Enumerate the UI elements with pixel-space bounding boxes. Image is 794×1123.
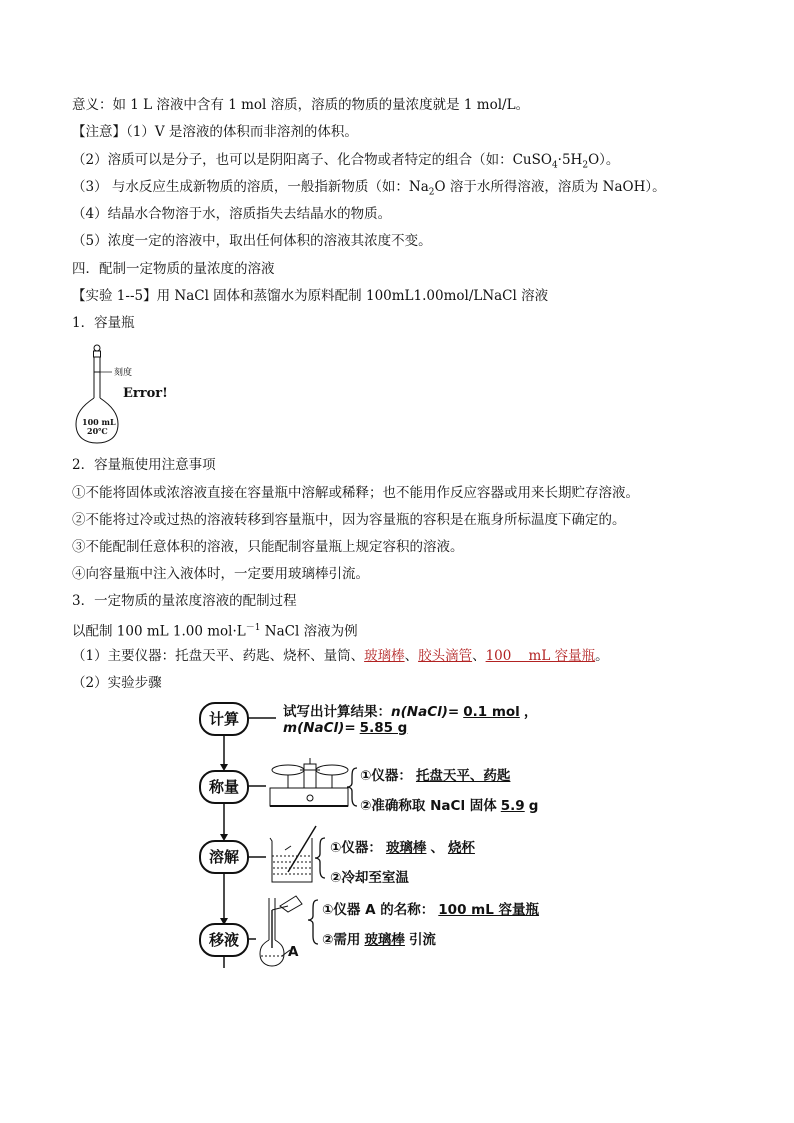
note-line-5: （5）浓度一定的溶液中，取出任何体积的溶液其浓度不变。: [72, 233, 432, 249]
transfer-item-2: [322, 928, 436, 948]
answer-flask-name: 100 mL 容量瓶: [438, 902, 540, 918]
text-part: n(NaCl)=: [391, 704, 460, 720]
dissolve-item-1: [330, 836, 479, 856]
answer-mass: 5.85 g: [359, 720, 408, 736]
dissolve-item-2: ②冷却至室温: [330, 870, 409, 886]
answer-glass-rod: 玻璃棒: [364, 648, 405, 664]
answer-moles: 0.1 mol: [463, 704, 520, 720]
text-part: ·5H: [557, 152, 583, 168]
text-part: ①仪器：: [360, 768, 412, 784]
answer-glass-rod: 玻璃棒: [385, 840, 427, 856]
subheading-volumetric-flask: 1．容量瓶: [72, 315, 135, 331]
note-line-2: [72, 151, 619, 175]
transfer-item-1: [322, 898, 543, 918]
note-line-4: （4）结晶水合物溶于水，溶质指失去结晶水的物质。: [72, 206, 392, 222]
text-part: ②需用: [322, 932, 361, 948]
text-part: ，: [523, 704, 538, 720]
step-dissolve: 溶解: [199, 840, 249, 874]
precaution-3: ③不能配制任意体积的溶液，只能配制容量瓶上规定容积的溶液。: [72, 539, 464, 555]
experiment-steps-heading: （2）实验步骤: [72, 675, 162, 691]
flask-label-a: A: [288, 944, 299, 960]
text-part: g: [528, 798, 539, 814]
text-part: 。: [595, 648, 609, 664]
main-instruments: [72, 647, 609, 665]
step-weigh: 称量: [199, 770, 249, 804]
subscript: 2: [582, 160, 589, 171]
text-part: m(NaCl)=: [283, 720, 356, 736]
flask-mark-label: 刻度: [114, 368, 133, 378]
flask-temp-label: 20℃: [87, 426, 108, 436]
precaution-2: ②不能将过冷或过热的溶液转移到容量瓶中，因为容量瓶的容积是在瓶身所标温度下确定的。: [72, 512, 626, 528]
text-part: ①仪器：: [330, 840, 382, 856]
superscript: －1: [245, 623, 261, 633]
answer-weigh-instruments: 托盘天平、药匙: [415, 768, 511, 784]
text-part: 、: [404, 648, 419, 664]
text-part: 试写出计算结果：: [283, 704, 391, 720]
meaning-line: 意义：如 1 L 溶液中含有 1 mol 溶质，溶质的物质的量浓度就是 1 mol/L。: [72, 97, 530, 113]
section-heading-4: 四．配制一定物质的量浓度的溶液: [72, 261, 275, 277]
note-line-3: [72, 178, 666, 202]
flask-volume-label: 100 mL: [82, 417, 116, 427]
error-text: Error!: [123, 386, 168, 401]
answer-volumetric-flask: 100 mL 容量瓶: [485, 648, 596, 664]
subheading-procedure: 3．一定物质的量浓度溶液的配制过程: [72, 593, 297, 609]
note-line-1: 【注意】（1）V 是溶液的体积而非溶剂的体积。: [72, 124, 358, 140]
text-part: （1）主要仪器：托盘天平、药匙、烧杯、量筒、: [72, 648, 365, 664]
answer-beaker: 烧杯: [447, 840, 475, 856]
volumetric-flask-figure: [74, 342, 184, 446]
subscript: 4: [551, 160, 558, 171]
beaker-icon: [270, 826, 316, 882]
experiment-title: 【实验 1--5】用 NaCl 固体和蒸馏水为原料配制 100mL1.00mol/LNaCl 溶液: [72, 288, 549, 304]
precaution-4: ④向容量瓶中注入液体时，一定要用玻璃棒引流。: [72, 566, 369, 582]
answer-dropper: 胶头滴管: [418, 648, 473, 664]
text-part: 引流: [408, 932, 436, 948]
answer-weigh-mass: 5.9: [500, 798, 525, 814]
step-transfer: 移液: [199, 923, 249, 957]
text-part: 、: [430, 840, 444, 856]
calc-result-line-2: [283, 720, 411, 736]
text-part: O）。: [588, 152, 620, 168]
balance-icon: [270, 758, 348, 806]
step-calculate: 计算: [199, 702, 249, 736]
precaution-1: ①不能将固体或浓溶液直接在容量瓶中溶解或稀释；也不能用作反应容器或用来长期贮存溶液。: [72, 485, 639, 501]
transfer-flask-icon: [260, 896, 302, 966]
text-part: ①仪器 A 的名称：: [322, 902, 435, 918]
text-part: O 溶于水所得溶液，溶质为 NaOH）。: [434, 179, 666, 195]
subscript: 2: [428, 187, 435, 198]
text-part: （3） 与水反应生成新物质的溶质，一般指新物质（如：Na: [72, 179, 429, 195]
subheading-precautions: 2．容量瓶使用注意事项: [72, 457, 216, 473]
procedure-example: [72, 619, 358, 641]
answer-transfer-tool: 玻璃棒: [364, 932, 405, 948]
text-part: 以配制 100 mL 1.00 mol·L: [72, 623, 246, 640]
text-part: NaCl 溶液为例: [260, 623, 358, 640]
text-part: （2）溶质可以是分子，也可以是阴阳离子、化合物或者特定的组合（如：CuSO: [72, 152, 552, 168]
calc-result-line-1: [283, 700, 537, 720]
weigh-item-1: [360, 764, 514, 784]
weigh-item-2: [360, 794, 538, 814]
text-part: 、: [472, 648, 486, 664]
text-part: ②准确称取 NaCl 固体: [360, 798, 497, 814]
